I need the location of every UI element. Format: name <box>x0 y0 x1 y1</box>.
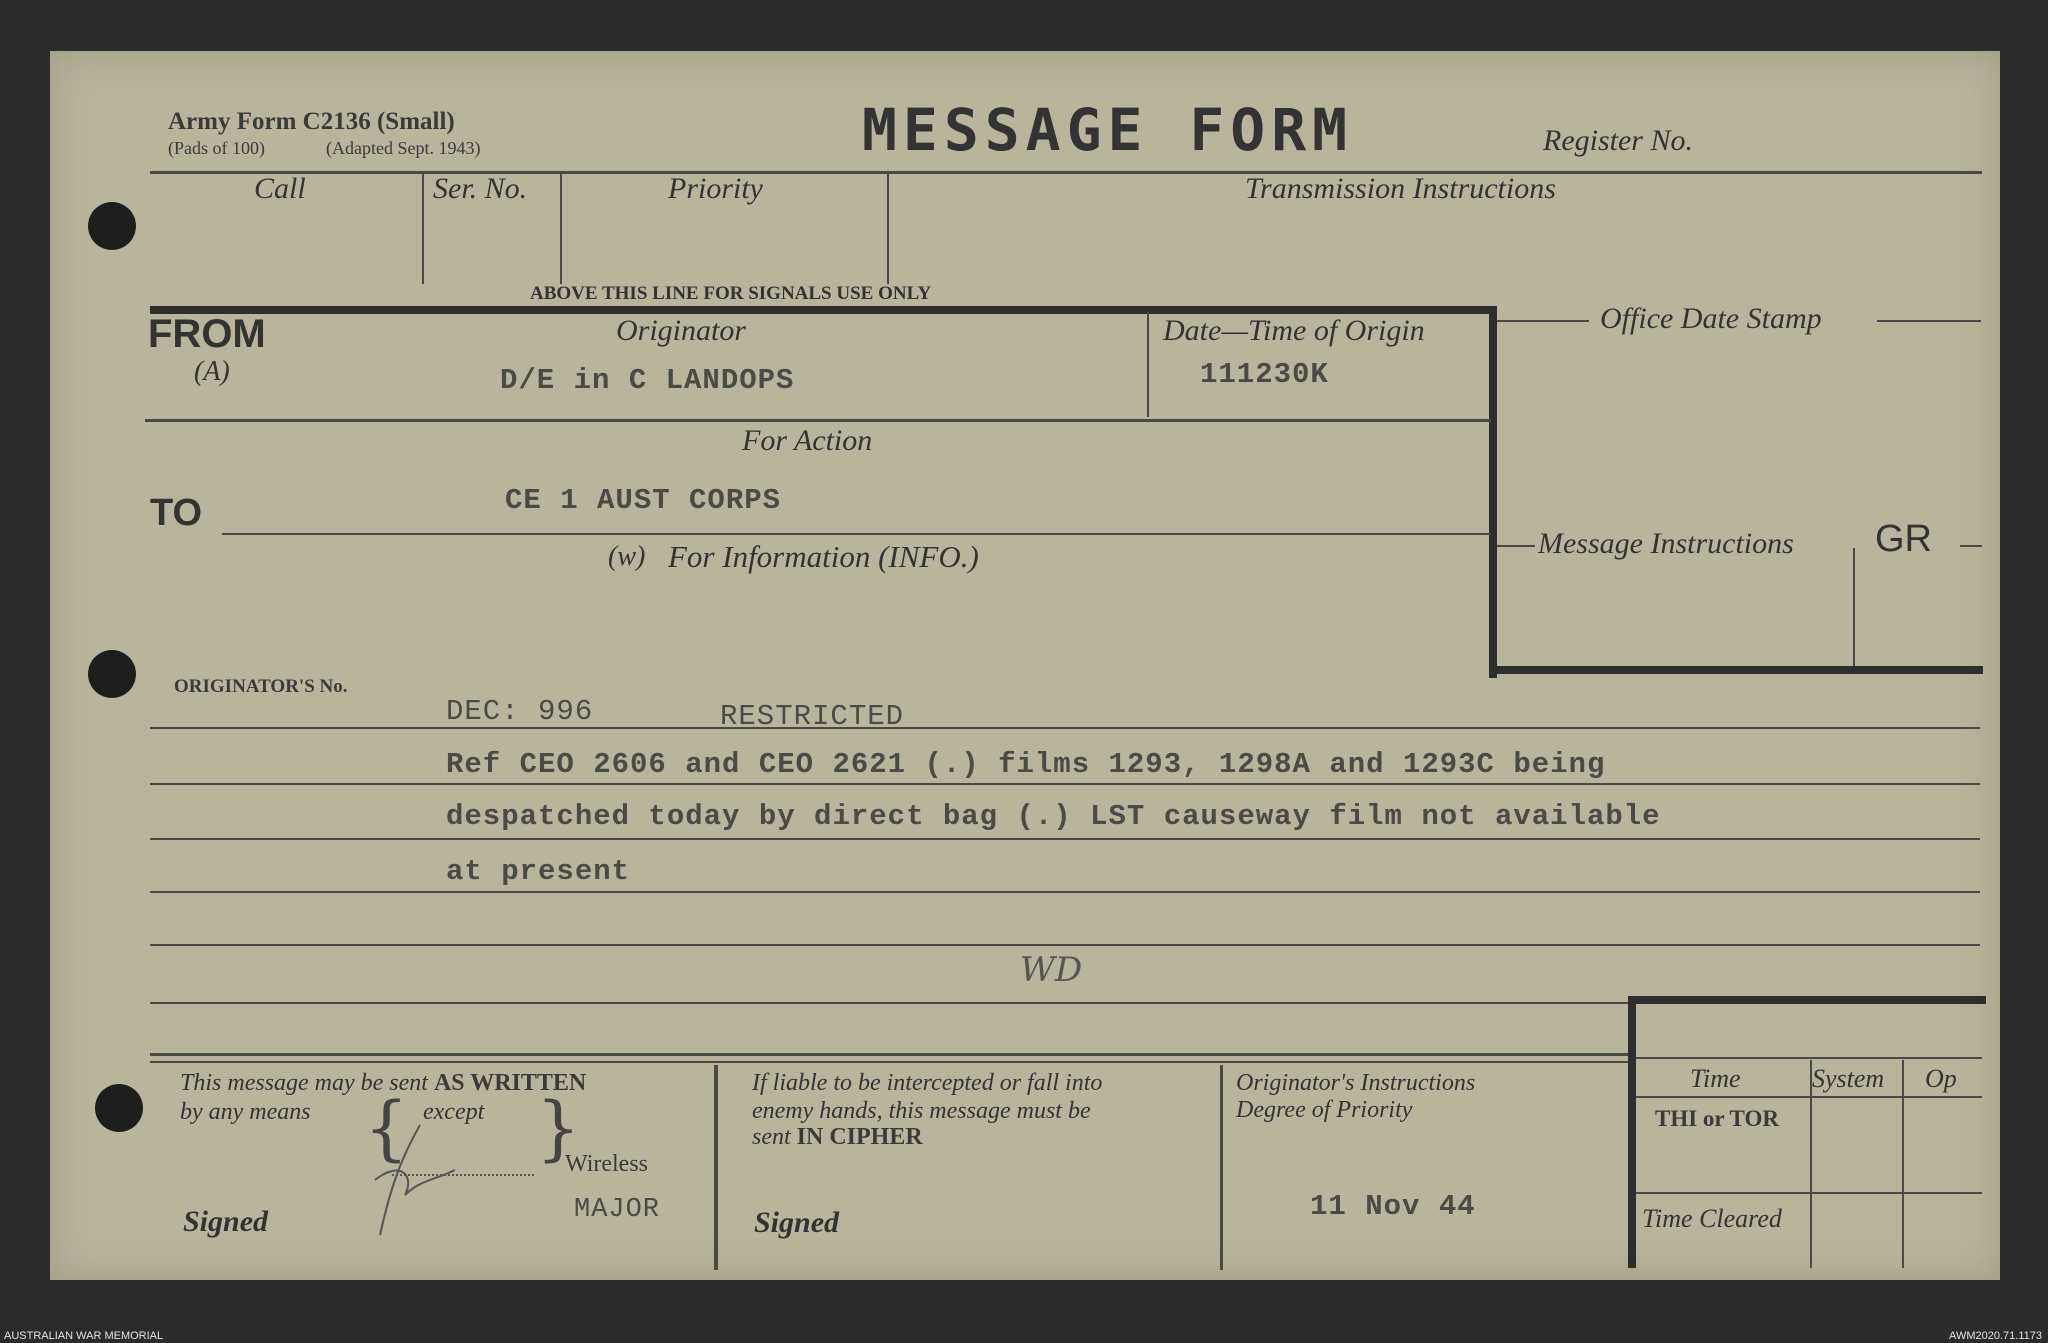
call-label: Call <box>254 172 306 205</box>
body-rule-3 <box>150 838 1980 840</box>
degree-of-priority-label: Degree of Priority <box>1236 1097 1413 1123</box>
sent-line-1-italic: This message may be sent <box>180 1070 428 1096</box>
cipher-line-2: enemy hands, this message must be <box>752 1098 1091 1124</box>
ser-no-label: Ser. No. <box>433 172 528 205</box>
call-divider <box>422 174 424 284</box>
cipher-line-3 <box>752 1124 923 1151</box>
signed-label-left: Signed <box>183 1205 269 1238</box>
except-label: except <box>423 1099 485 1125</box>
time-box-header-rule <box>1636 1057 1982 1059</box>
from-bottom-rule <box>145 419 1491 422</box>
message-line-3: at present <box>446 855 631 888</box>
cipher-line-3-italic: sent <box>752 1124 791 1150</box>
punch-hole-bottom <box>95 1084 143 1132</box>
footer-rule-b <box>150 1061 1630 1063</box>
office-stamp-rule-left <box>1497 320 1589 322</box>
body-rule-6 <box>150 1002 1630 1004</box>
message-instructions-label: Message Instructions <box>1538 527 1794 560</box>
classification: RESTRICTED <box>720 700 905 733</box>
thi-tor-label: THI or TOR <box>1655 1106 1779 1131</box>
from-box-right-rule <box>1489 306 1497 678</box>
system-op-divider <box>1902 1060 1904 1268</box>
message-box-bottom-rule <box>1489 666 1983 674</box>
time-cleared-label: Time Cleared <box>1642 1204 1782 1233</box>
transmission-instructions-label: Transmission Instructions <box>1245 172 1556 205</box>
body-rule-2 <box>150 783 1980 785</box>
gr-divider <box>1853 548 1855 666</box>
office-stamp-rule-right <box>1877 320 1981 322</box>
for-information-label: For Information (INFO.) <box>668 539 979 574</box>
in-cipher: IN CIPHER <box>796 1124 923 1150</box>
footer-divider-2 <box>1220 1065 1223 1270</box>
left-brace-icon: { <box>364 1087 409 1169</box>
system-label: System <box>1812 1064 1885 1093</box>
priority-divider <box>887 174 889 284</box>
office-date-stamp-label: Office Date Stamp <box>1600 302 1822 335</box>
from-box-top-rule <box>150 306 1497 314</box>
body-rule-4 <box>150 891 1980 893</box>
as-written: AS WRITTEN <box>433 1070 587 1096</box>
msg-instr-rule-left <box>1497 545 1535 547</box>
archive-reference: AWM2020.71.1173 <box>1949 1330 2042 1342</box>
originator-divider <box>1147 312 1149 417</box>
message-line-2: despatched today by direct bag (.) LST causeway film not available <box>446 800 1661 833</box>
body-rule-1 <box>150 727 1980 729</box>
archive-credit: AUSTRALIAN WAR MEMORIAL <box>4 1330 164 1342</box>
info-w-label: (w) <box>608 541 646 572</box>
signature-mark <box>360 1120 480 1240</box>
register-no-label: Register No. <box>1543 124 1693 157</box>
for-action-label: For Action <box>742 424 873 457</box>
sent-line-2: by any means <box>180 1099 311 1125</box>
time-cleared-rule <box>1636 1192 1982 1194</box>
originator-instructions-label: Originator's Instructions <box>1236 1070 1476 1096</box>
footer-rule-a <box>150 1053 1630 1056</box>
form-id: Army Form C2136 (Small) <box>168 108 455 135</box>
date-time-origin-label: Date—Time of Origin <box>1163 314 1425 347</box>
body-rule-5 <box>150 944 1980 946</box>
gr-rule-right <box>1960 545 1982 547</box>
date-stamp-value: 11 Nov 44 <box>1310 1190 1476 1223</box>
message-line-1: Ref CEO 2606 and CEO 2621 (.) films 1293, 1298A and 1293C being <box>446 748 1606 781</box>
to-value: CE 1 AUST CORPS <box>505 484 782 517</box>
signed-label-middle: Signed <box>754 1206 840 1239</box>
punch-hole-middle <box>88 650 136 698</box>
time-label: Time <box>1690 1064 1741 1093</box>
time-box-left-rule <box>1628 996 1636 1268</box>
footer-divider-1 <box>714 1065 718 1270</box>
punch-hole-top <box>88 202 136 250</box>
priority-label: Priority <box>668 172 763 205</box>
form-sub-adapted: (Adapted Sept. 1943) <box>326 138 481 158</box>
date-time-origin-value: 111230K <box>1200 358 1329 391</box>
cipher-line-1: If liable to be intercepted or fall into <box>752 1070 1103 1096</box>
originator-label: Originator <box>616 314 747 347</box>
originators-no-label: ORIGINATOR'S No. <box>174 676 348 697</box>
from-a-label: (A) <box>194 356 230 387</box>
to-rule <box>222 533 1491 535</box>
from-label: FROM <box>148 312 266 356</box>
op-label: Op <box>1925 1064 1957 1093</box>
time-box-sub-rule <box>1636 1096 1982 1098</box>
signatory-rank: MAJOR <box>574 1195 661 1225</box>
handwritten-annotation: WD <box>1020 950 1083 990</box>
originators-no-value: DEC: 996 <box>446 695 594 728</box>
time-box-top-rule <box>1628 996 1986 1004</box>
header-rule <box>150 171 1982 174</box>
right-brace-icon: } <box>536 1087 581 1169</box>
wireless-label: Wireless <box>565 1151 649 1177</box>
form-sub-pads: (Pads of 100) <box>168 138 265 158</box>
ser-divider <box>560 174 562 284</box>
above-line-note: ABOVE THIS LINE FOR SIGNALS USE ONLY <box>530 283 932 304</box>
form-title: MESSAGE FORM <box>862 96 1354 164</box>
gr-label: GR <box>1875 518 1932 560</box>
originator-value: D/E in C LANDOPS <box>500 364 795 397</box>
to-label: TO <box>150 492 203 534</box>
